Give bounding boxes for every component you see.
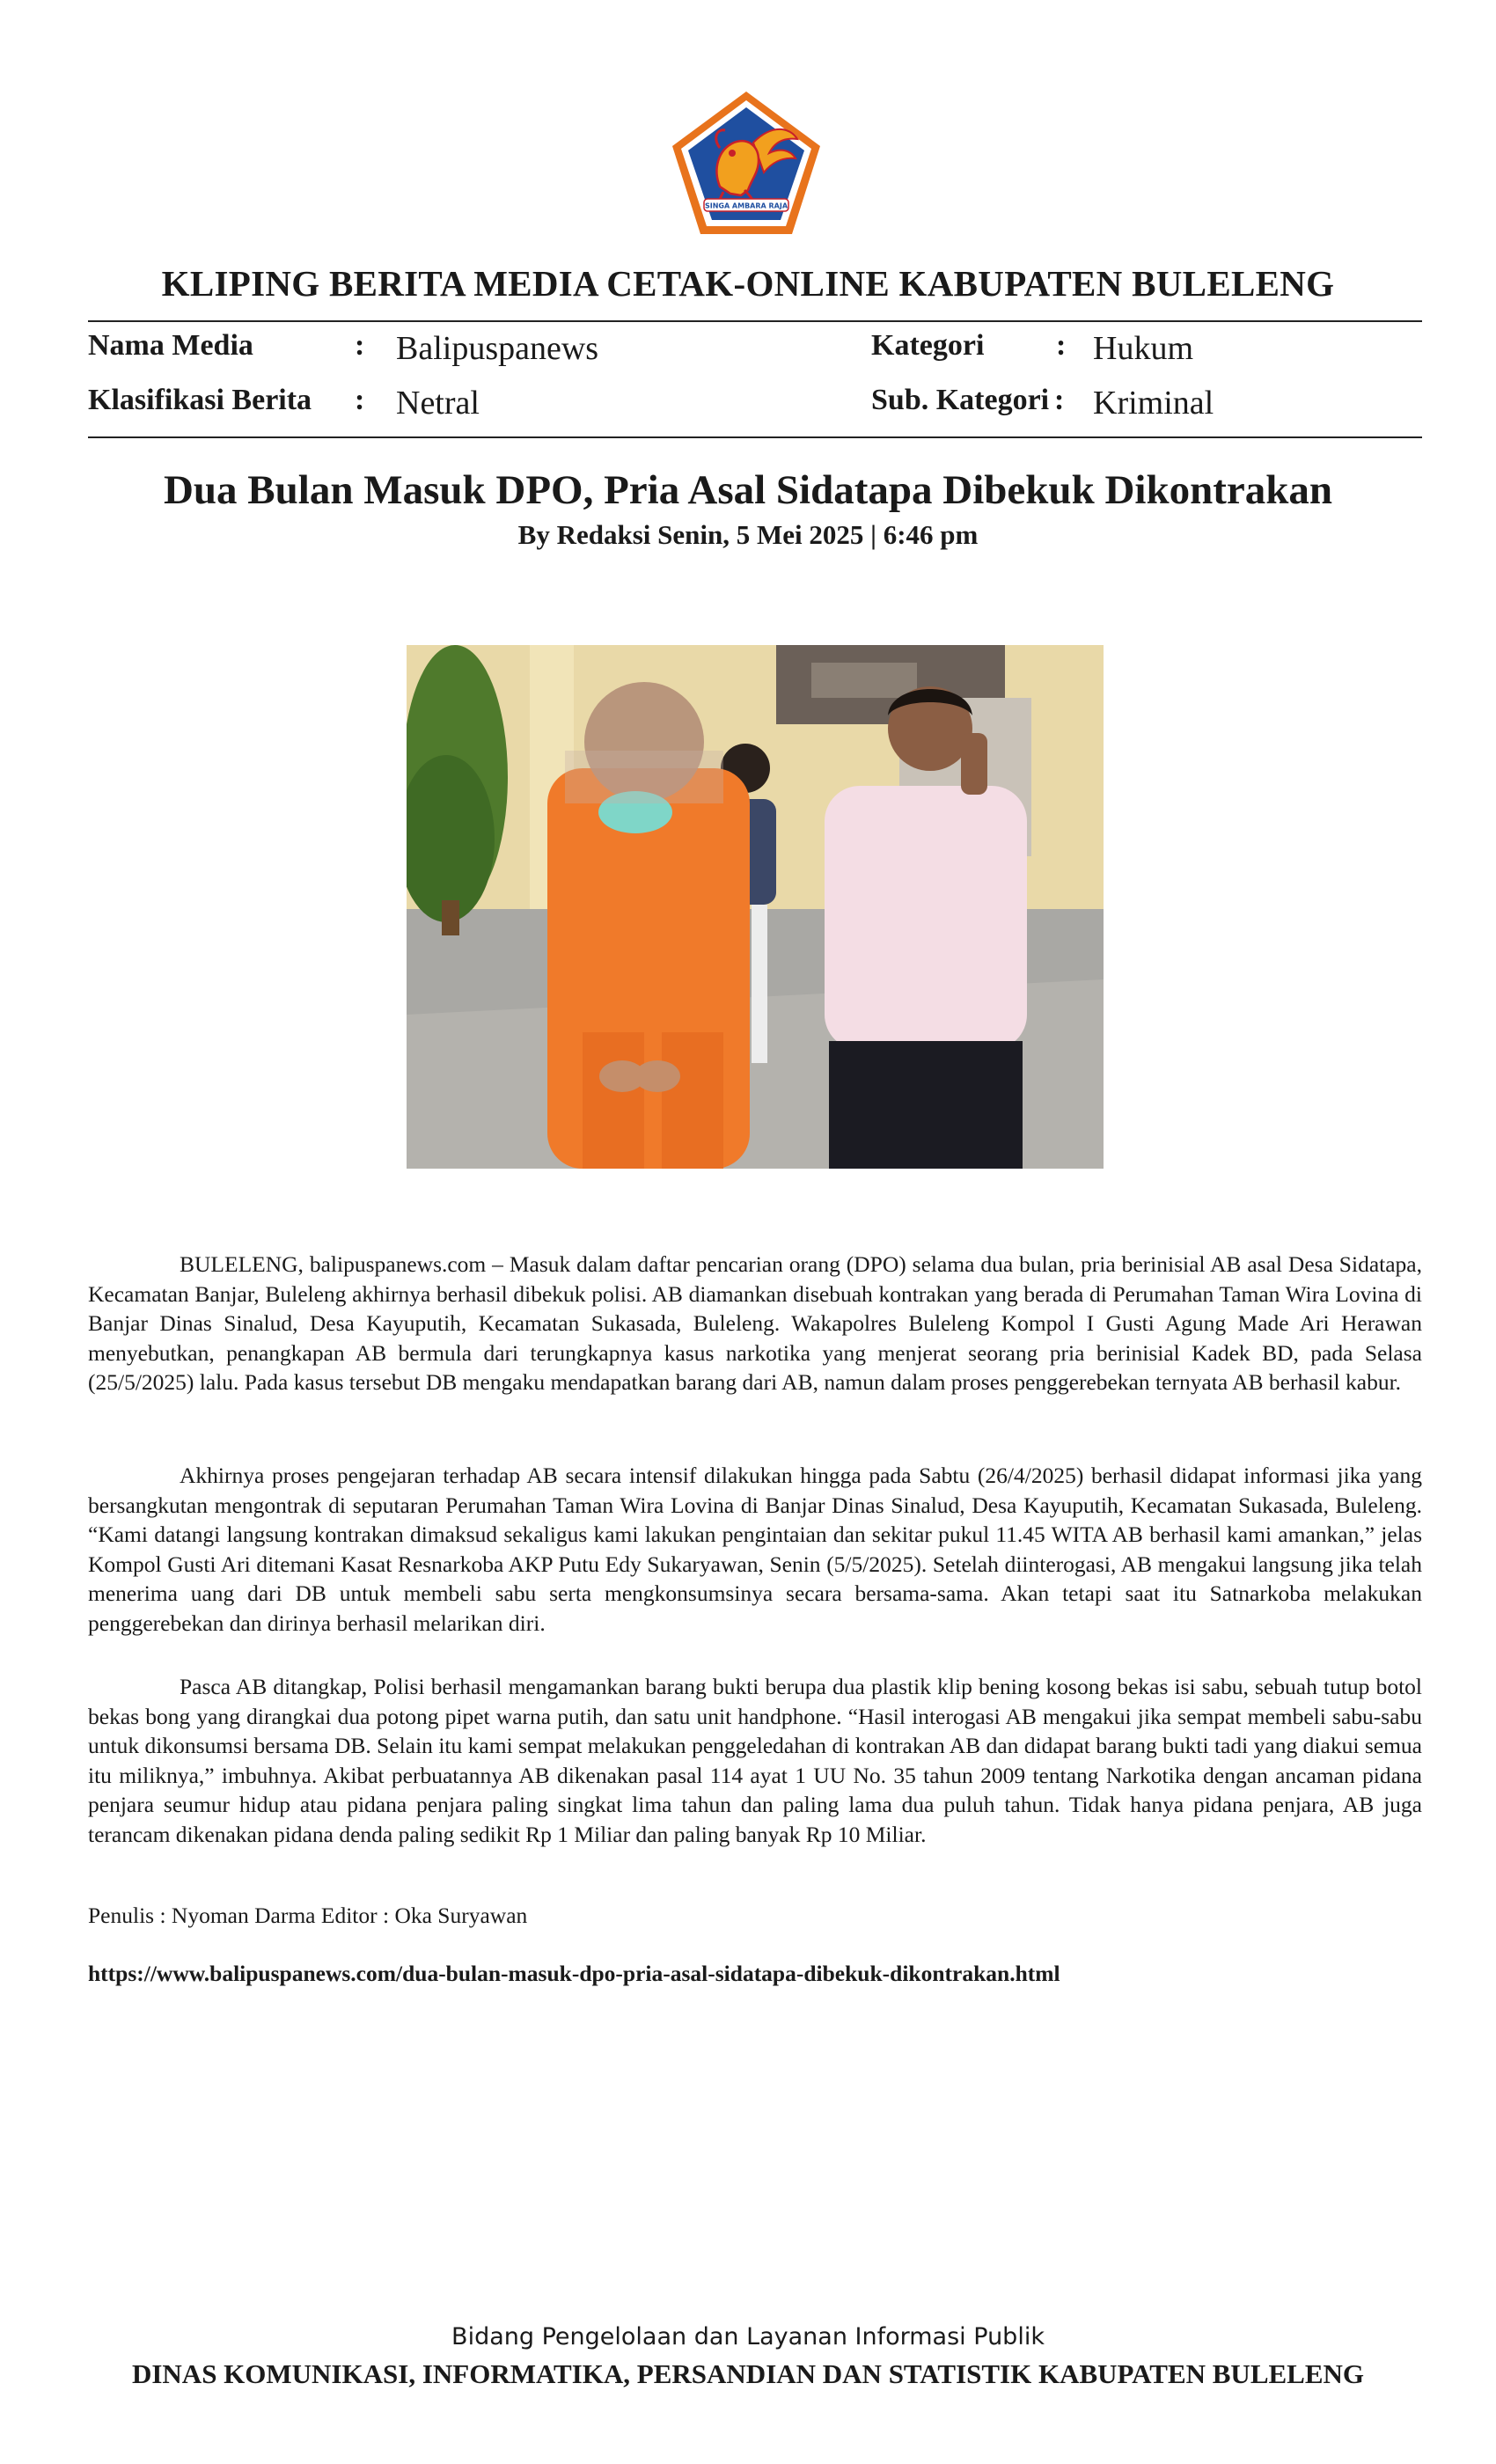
article-photo [407, 645, 1104, 1169]
header-top-rule [88, 320, 1422, 322]
subcategory-value: Kriminal [1093, 385, 1214, 422]
header-bottom-rule [88, 436, 1422, 438]
regency-logo [667, 88, 825, 238]
footer-agency: DINAS KOMUNIKASI, INFORMATIKA, PERSANDIAN DAN STATISTIK KABUPATEN BULELENG [131, 2358, 1365, 2389]
singa-ambara-raja-crest-icon [667, 88, 825, 238]
category-label: Kategori [871, 329, 985, 362]
classification-value: Netral [396, 385, 480, 422]
classification-label: Klasifikasi Berita [88, 384, 312, 416]
arrest-photo-illustration [407, 645, 1104, 1169]
article-credits: Penulis : Nyoman Darma Editor : Oka Suryawan [88, 1903, 528, 1928]
footer-department: Bidang Pengelolaan dan Layanan Informasi Publik [451, 2323, 1045, 2350]
media-name-colon: : [355, 329, 365, 362]
category-colon: : [1056, 329, 1067, 362]
article-paragraph: Akhirnya proses pengejaran terhadap AB secara intensif dilakukan hingga pada Sabtu (26/4/2025) berhasil didapat informasi jika yang bersangkutan mengontrak di seputaran Perumahan Taman Wira Lovina di Banjar Dinas Sinalud, Desa Kayuputih, Kecamatan Sukasada, Buleleng. “Kami datangi langsung kontrakan dimaksud sekaligus kami lakukan pengintaian dan sekitar pukul 11.45 WITA AB berhasil kami amankan,” jelas Kompol Gusti Ari ditemani Kasat Resnarkoba AKP Putu Edy Sukaryawan, Senin (5/5/2025). Setelah diinterogasi, AB mengakui langsung jika telah menerima uang dari DB untuk membeli sabu serta mengkonsumsinya secara bersama-sama. Akan tetapi saat itu Satnarkoba melakukan penggerebekan dan dirinya berhasil melarikan diri. [88, 1463, 1422, 1636]
classification-colon: : [355, 384, 365, 416]
category-value: Hukum [1093, 330, 1193, 367]
article-paragraph: BULELENG, balipuspanews.com – Masuk dalam daftar pencarian orang (DPO) selama dua bulan, pria berinisial AB asal Desa Sidatapa, Kecamatan Banjar, Buleleng akhirnya berhasil dibekuk polisi. AB diamankan disebuah kontrakan yang berada di Perumahan Taman Wira Lovina di Banjar Dinas Sinalud, Desa Kayuputih, Kecamatan Sukasada, Buleleng. Wakapolres Buleleng Kompol I Gusti Agung Made Ari Herawan menyebutkan, penangkapan AB bermula dari terungkapnya kasus narkotika yang menjerat seorang pria berinisial Kadek BD, pada Selasa (25/5/2025) lalu. Pada kasus tersebut DB mengaku mendapatkan barang dari AB, namun dalam proses penggerebekan ternyata AB berhasil kabur. [88, 1251, 1422, 1395]
clipping-header-title: KLIPING BERITA MEDIA CETAK-ONLINE KABUPATEN BULELENG [161, 263, 1335, 304]
source-link[interactable]: https://www.balipuspanews.com/dua-bulan-masuk-dpo-pria-asal-sidatapa-dibekuk-dikontrakan.html [88, 1961, 1060, 1986]
media-name-label: Nama Media [88, 329, 253, 362]
subcategory-colon: : [1054, 384, 1065, 416]
subcategory-label: Sub. Kategori [871, 384, 1050, 416]
article-title: Dua Bulan Masuk DPO, Pria Asal Sidatapa Dibekuk Dikontrakan [163, 467, 1333, 513]
article-byline: By Redaksi Senin, 5 Mei 2025 | 6:46 pm [517, 519, 979, 550]
media-name-value: Balipuspanews [396, 330, 599, 367]
crest-motto: SINGA AMBARA RAJA [704, 202, 788, 210]
article-paragraph: Pasca AB ditangkap, Polisi berhasil mengamankan barang bukti berupa dua plastik klip bening kosong bekas isi sabu, sebuah tutup botol bekas bong yang dirangkai dua potong pipet warna putih, dan satu unit handphone. “Hasil interogasi AB mengakui jika sempat membeli sabu-sabu untuk dikonsumsi bersama DB. Selain itu kami sempat melakukan penggeledahan di kontrakan AB dan didapat barang bukti tadi yang diakui semua itu miliknya,” imbuhnya. Akibat perbuatannya AB dikenakan pasal 114 ayat 1 UU No. 35 tahun 2009 tentang Narkotika dengan ancaman pidana penjara seumur hidup atau pidana penjara paling singkat lima tahun dan paling lama dua puluh tahun. Tidak hanya pidana penjara, AB juga terancam dikenakan pidana denda paling sedikit Rp 1 Miliar dan paling banyak Rp 10 Miliar. [88, 1674, 1422, 1847]
